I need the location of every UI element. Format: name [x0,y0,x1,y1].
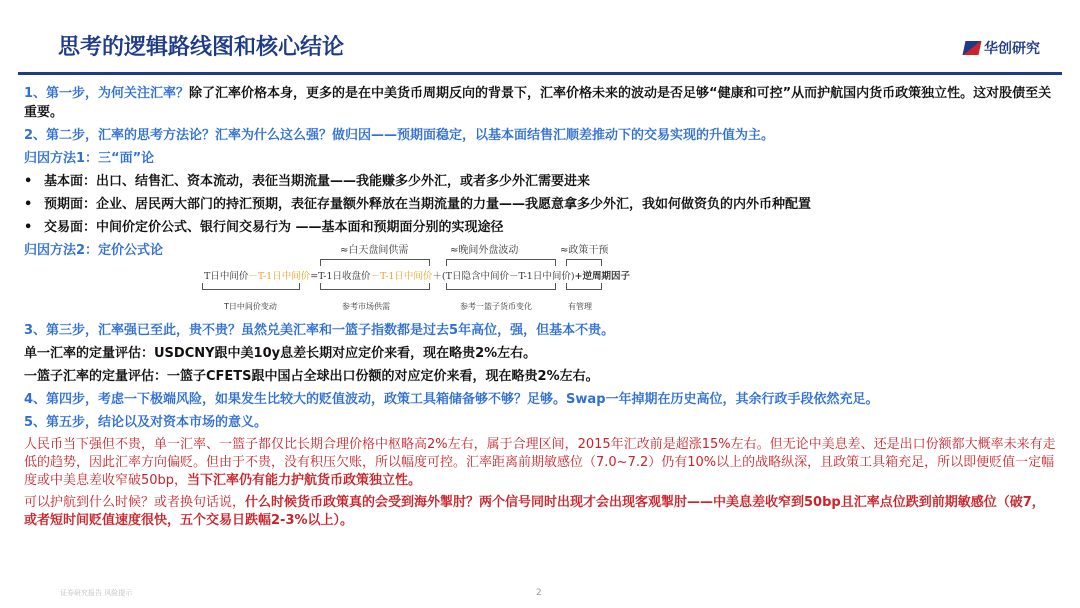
brace-top-3 [566,259,602,266]
brace-bottom-2 [320,283,430,290]
conclusion-1-text: 人民币当下强但不贵，单一汇率、一篮子都仅比长期合理价格中枢略高2%左右，属于合理区间，2015年汇改前是超涨15%左右。但无论中美息差、还是出口份额都大概率未来有走低的趋势，因此汇率方向偏贬。但由于不贵，没有积压欠账，所以幅度可控。汇率距离前期敏感位（7.0~7.2）仍有10%以上的战略纵深，且政策工具箱充足，所以即便贬值一定幅度或中美息差收窄破50bp， [24,437,1056,488]
step-1-answer: 除了汇率价格本身，更多的是在中美货币周期反向的背景下，汇率价格未来的波动是否足够“健康和可控”从而护航国内货币政策独立性。这对股债至关重要。 [24,86,1052,120]
logo-text: 华创研究 [984,41,1040,57]
bullet-text: 预期面：企业、居民两大部门的持汇预期，表征存量额外释放在当期流量的力量——我愿意拿多少外汇，我如何做资负的内外币种配置 [44,197,812,212]
main-content [24,84,1056,534]
formula-tag-overnight: ≈晚间外盘波动 [450,245,519,256]
bullet-fundamental [24,172,1056,191]
brace-top-2 [446,259,556,266]
conclusion-2 [24,494,1056,530]
page-title: 思考的逻辑路线图和核心结论 [58,35,345,60]
step-1-question: 1、第一步，为何关注汇率？ [24,86,190,101]
formula-term: ＋(T日隐含中间价－T-1日中间价) [432,271,575,282]
bullet-icon: • [24,197,33,212]
conclusion-2-text: 可以护航到什么时候？或者换句话说， [24,495,246,510]
method-2-heading: 归因方法2：定价公式论 [24,243,164,258]
formula-term: +逆周期因子 [574,271,631,282]
formula-term: －T-1日中间价 [248,271,311,282]
formula-note-supply: 参考市场供需 [342,302,390,311]
page-number: 2 [536,588,542,598]
conclusion-2-emphasis: 什么时候货币政策真的会受到海外掣肘？两个信号同时出现才会出现客观掣肘——中美息差收窄到50bp且汇率点位跌到前期敏感位（破7，或者短时间贬值速度很快，五个交易日跌幅2-3%以上）。 [24,495,1045,528]
formula-term: T日中间价 [204,271,249,282]
single-rate-assessment: 单一汇率的定量评估：USDCNY跟中美10y息差长期对应定价来看，现在略贵2%左右。 [24,346,537,361]
brace-top-1 [320,259,430,266]
pricing-formula-section [24,241,1056,319]
method-1-heading: 归因方法1：三“面”论 [24,151,155,166]
logo-icon [963,41,982,55]
formula-note-basket: 参考一篮子货币变化 [460,302,532,311]
bullet-expectation [24,195,1056,214]
footer-disclaimer: 证券研究报告 风险提示 [60,589,133,597]
conclusion-1-emphasis: 当下汇率仍有能力护航货币政策独立性。 [187,473,422,488]
formula-note-change: T日中间价变动 [224,302,277,311]
header-divider [18,72,1062,75]
bullet-trading [24,218,1056,237]
brace-bottom-1 [202,283,300,290]
step-2: 2、第二步，汇率的思考方法论？汇率为什么这么强？做归因——预期面稳定，以基本面结售汇顺差推动下的交易实现的升值为主。 [24,128,775,143]
step-5: 5、第五步，结论以及对资本市场的意义。 [24,415,268,430]
bullet-icon: • [24,174,33,189]
bullet-icon: • [24,220,33,235]
step-4: 4、第四步，考虑一下极端风险，如果发生比较大的贬值波动，政策工具箱储备够不够？足够。Swap一年掉期在历史高位，其余行政手段依然充足。 [24,392,879,407]
step-1 [24,84,1056,122]
brace-bottom-4 [566,283,602,290]
formula-term: =T-1日收盘价 [310,271,371,282]
basket-rate-assessment: 一篮子汇率的定量评估：一篮子CFETS跟中国占全球出口份额的对应定价来看，现在略贵2%左右。 [24,369,599,384]
pricing-formula [198,241,1056,319]
step-3: 3、第三步，汇率强已至此，贵不贵？虽然兑美汇率和一篮子指数都是过去5年高位，强，但基本不贵。 [24,323,615,338]
formula-term: －T-1日中间价 [370,271,433,282]
bullet-text: 交易面：中间价定价公式、银行间交易行为 ——基本面和预期面分别的实现途径 [44,220,504,235]
brace-bottom-3 [446,283,556,290]
bullet-text: 基本面：出口、结售汇、资本流动，表征当期流量——我能赚多少外汇，或者多少外汇需要进来 [44,174,591,189]
brand-logo [964,38,1040,58]
formula-tag-supply: ≈白天盘间供需 [340,245,409,256]
formula-tag-policy: ≈政策干预 [560,245,609,256]
conclusion-1 [24,436,1056,490]
formula-note-managed: 有管理 [568,302,592,311]
